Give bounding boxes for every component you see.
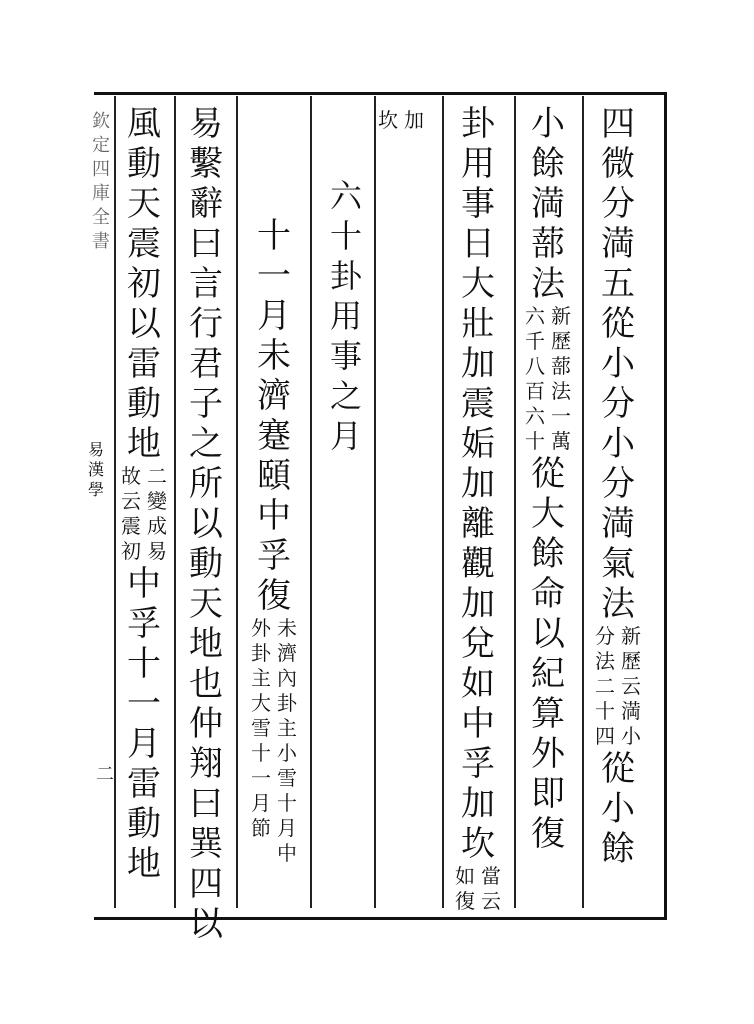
char: 頤 (257, 456, 291, 496)
char: 未 (257, 336, 291, 376)
char: 以 (127, 304, 161, 344)
note-char: 分 (595, 624, 615, 648)
note-char: 歷 (551, 329, 571, 353)
char: 震 (127, 224, 161, 264)
char: 從 (601, 304, 635, 344)
note-char: 變 (147, 489, 167, 513)
char: 蔀 (531, 224, 565, 264)
note-char: 初 (121, 539, 141, 563)
char: 以 (531, 614, 565, 654)
char: 中 (461, 704, 495, 744)
char: 兌 (461, 624, 495, 664)
note-char: 內 (277, 666, 297, 690)
char: 之 (189, 424, 223, 464)
char: 四 (601, 104, 635, 144)
char: 也 (189, 664, 223, 704)
edge-fragment-text: 欽定四庫全書 (92, 111, 110, 252)
char: 地 (127, 424, 161, 464)
note-char: 六 (525, 304, 545, 328)
char: 蹇 (257, 416, 291, 456)
note-char: 十 (595, 699, 615, 723)
char: 復 (257, 576, 291, 616)
char: 巽 (189, 824, 223, 864)
char: 事 (461, 184, 495, 224)
char: 卦 (461, 104, 495, 144)
char: 孚 (257, 536, 291, 576)
book-title-margin (88, 440, 104, 500)
char: 孚 (461, 744, 495, 784)
margin-char: 學 (88, 480, 105, 499)
char: 翔 (189, 744, 223, 784)
char: 小 (601, 789, 635, 829)
char: 以 (189, 904, 223, 944)
char: 以 (189, 504, 223, 544)
note-char: 中 (277, 841, 297, 865)
interlinear-note (592, 624, 644, 749)
text-column-8 (116, 104, 172, 884)
char: 紀 (531, 654, 565, 694)
char: 微 (601, 144, 635, 184)
char: 動 (127, 804, 161, 844)
char: 満 (531, 184, 565, 224)
note-char: 小 (621, 724, 641, 748)
margin-char: 漢 (88, 460, 105, 479)
char: 加 (461, 344, 495, 384)
note-char: 十 (277, 791, 297, 815)
note-char: 満 (621, 699, 641, 723)
note-char: 未 (277, 616, 297, 640)
note-char: 小 (277, 741, 297, 765)
heading-char: 事 (329, 337, 362, 375)
text-column-7 (178, 104, 234, 944)
char: 月 (257, 296, 291, 336)
char: 辭 (189, 184, 223, 224)
char: 中 (257, 496, 291, 536)
note-char: 大 (251, 691, 271, 715)
char: 四 (189, 864, 223, 904)
char: 行 (189, 304, 223, 344)
char: 大 (461, 264, 495, 304)
note-char: 易 (147, 539, 167, 563)
char: 十 (127, 644, 161, 684)
note-char: 十 (525, 429, 545, 453)
note-char: 一 (251, 766, 271, 790)
note-char: 震 (121, 514, 141, 538)
note-char: 主 (251, 666, 271, 690)
interlinear-note (118, 464, 170, 564)
text-column-6 (246, 216, 302, 866)
interlinear-note (452, 864, 504, 914)
char: 坎 (461, 824, 495, 864)
note-char: 四 (595, 724, 615, 748)
char: 算 (531, 694, 565, 734)
char: 満 (601, 504, 635, 544)
char: 如 (461, 664, 495, 704)
column-divider (374, 96, 376, 908)
heading-char: 之 (329, 377, 362, 415)
char: 雷 (127, 764, 161, 804)
note-char: 雪 (277, 766, 297, 790)
note-char: 加 (404, 108, 424, 132)
note-char: 復 (455, 889, 475, 913)
note-char: 主 (277, 716, 297, 740)
note-char: 成 (147, 514, 167, 538)
char: 天 (127, 184, 161, 224)
char: 子 (189, 384, 223, 424)
char: 餘 (531, 144, 565, 184)
note-char: 外 (251, 616, 271, 640)
column-divider (582, 96, 584, 908)
char: 十 (257, 216, 291, 256)
char: 小 (601, 424, 635, 464)
char: 日 (461, 224, 495, 264)
char: 餘 (531, 534, 565, 574)
note-char: 百 (525, 379, 545, 403)
char: 繫 (189, 144, 223, 184)
char: 動 (127, 144, 161, 184)
char: 餘 (601, 829, 635, 869)
char: 地 (127, 844, 161, 884)
column-divider (310, 96, 312, 908)
note-char: 法 (551, 379, 571, 403)
note-char: 十 (251, 741, 271, 765)
char: 君 (189, 344, 223, 384)
char: 言 (189, 264, 223, 304)
note-char: 云 (481, 889, 501, 913)
char: 加 (461, 784, 495, 824)
note-char: 當 (481, 864, 501, 888)
note-char: 月 (251, 791, 271, 815)
char: 動 (189, 544, 223, 584)
note-char: 二 (147, 464, 167, 488)
char: 壯 (461, 304, 495, 344)
char: 從 (601, 749, 635, 789)
note-char: 故 (121, 464, 141, 488)
char: 用 (461, 144, 495, 184)
note-char: 坎 (378, 108, 398, 132)
note-char: 蔀 (551, 354, 571, 378)
heading-char: 十 (329, 217, 362, 255)
note-char: 云 (621, 674, 641, 698)
char: 加 (461, 464, 495, 504)
margin-char: 易 (88, 440, 105, 459)
note-char: 云 (121, 489, 141, 513)
text-column-3 (450, 104, 506, 914)
char: 濟 (257, 376, 291, 416)
char: 曰 (189, 784, 223, 824)
note-char: 月 (277, 816, 297, 840)
jia-kan-note (376, 108, 426, 133)
note-char: 卦 (251, 641, 271, 665)
interlinear-note (248, 616, 300, 866)
char: 氣 (601, 544, 635, 584)
char: 外 (531, 734, 565, 774)
char: 從 (531, 454, 565, 494)
char: 法 (601, 584, 635, 624)
note-char: 二 (595, 674, 615, 698)
char: 命 (531, 574, 565, 614)
note-char: 萬 (551, 429, 571, 453)
char: 觀 (461, 544, 495, 584)
char: 復 (531, 814, 565, 854)
char: 中 (127, 564, 161, 604)
column-divider (236, 96, 238, 908)
char: 小 (531, 104, 565, 144)
note-char: 節 (251, 816, 271, 840)
note-char: 濟 (277, 641, 297, 665)
char: 風 (127, 104, 161, 144)
char: 五 (601, 264, 635, 304)
char: 離 (461, 504, 495, 544)
interlinear-note (522, 304, 574, 454)
note-char: 卦 (277, 691, 297, 715)
char: 孚 (127, 604, 161, 644)
note-char: 歷 (621, 649, 641, 673)
section-heading-column (318, 176, 374, 456)
column-divider (174, 96, 176, 908)
heading-char: 卦 (329, 257, 362, 295)
char: 分 (601, 384, 635, 424)
char: 震 (461, 384, 495, 424)
char: 地 (189, 624, 223, 664)
char: 仲 (189, 704, 223, 744)
char: 姤 (461, 424, 495, 464)
char: 加 (461, 584, 495, 624)
char: 初 (127, 264, 161, 304)
note-char: 千 (525, 329, 545, 353)
char: 分 (601, 184, 635, 224)
column-divider (442, 96, 444, 908)
heading-char: 月 (329, 417, 362, 455)
char: 曰 (189, 224, 223, 264)
note-char: 八 (525, 354, 545, 378)
note-char: 新 (621, 624, 641, 648)
char: 法 (531, 264, 565, 304)
char: 所 (189, 464, 223, 504)
char: 一 (257, 256, 291, 296)
note-char: 法 (595, 649, 615, 673)
char: 天 (189, 584, 223, 624)
char: 月 (127, 724, 161, 764)
char: 満 (601, 224, 635, 264)
note-char: 雪 (251, 716, 271, 740)
char: 易 (189, 104, 223, 144)
char: 分 (601, 464, 635, 504)
note-char: 新 (551, 304, 571, 328)
char: 大 (531, 494, 565, 534)
char: 即 (531, 774, 565, 814)
note-char: 如 (455, 864, 475, 888)
column-divider (514, 96, 516, 908)
char: 小 (601, 344, 635, 384)
char: 一 (127, 684, 161, 724)
note-char: 六 (525, 404, 545, 428)
heading-char: 六 (329, 177, 362, 215)
char: 動 (127, 384, 161, 424)
heading-char: 用 (329, 297, 362, 335)
note-char: 一 (551, 404, 571, 428)
text-column-2 (520, 104, 576, 854)
text-column-1 (590, 104, 646, 869)
page-number: 二 (96, 764, 114, 785)
char: 雷 (127, 344, 161, 384)
